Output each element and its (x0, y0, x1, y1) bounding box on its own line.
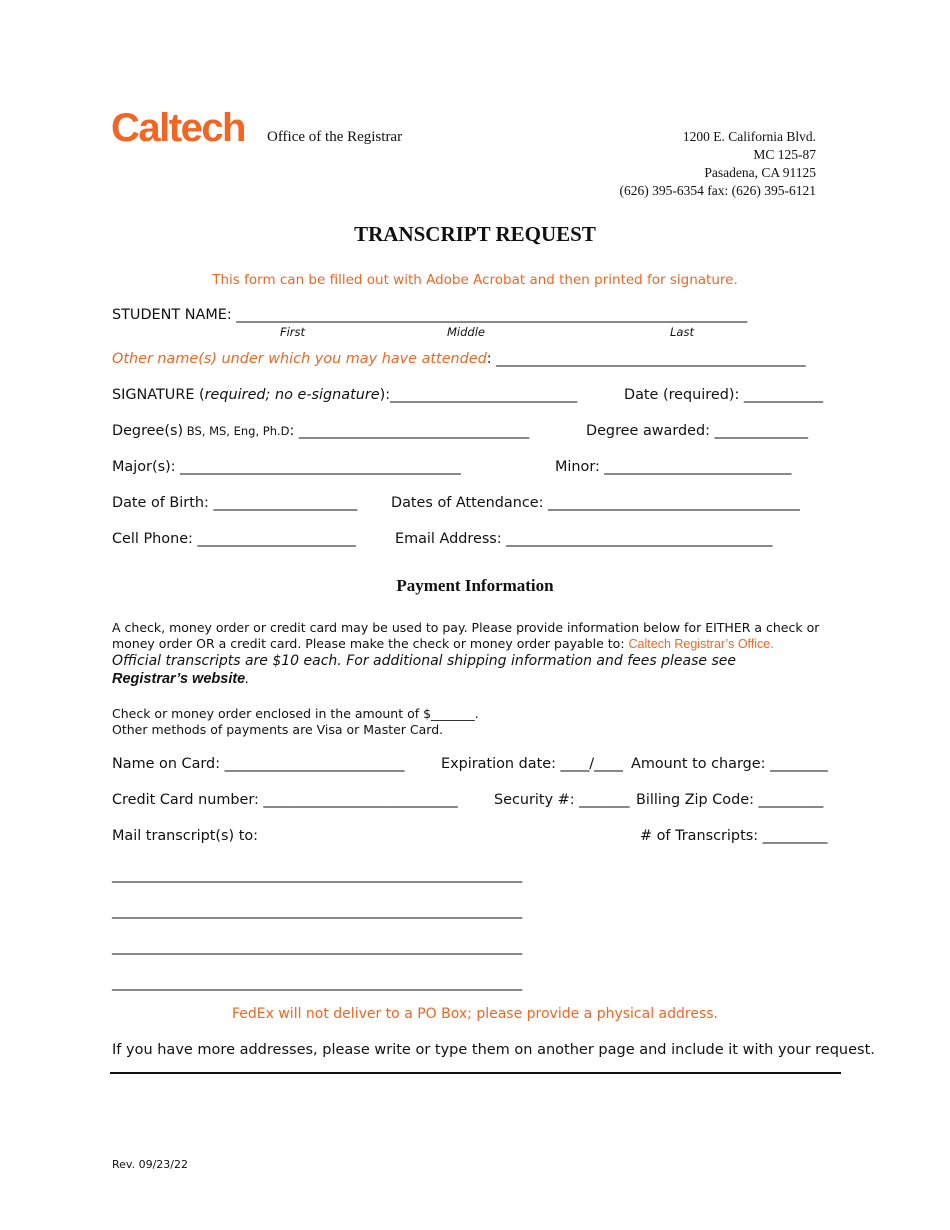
expiration-date-field[interactable]: Expiration date: ____/____ (441, 756, 623, 772)
payment-intro-line2 (112, 636, 774, 651)
name-last-caption: Last (670, 325, 694, 339)
fedex-note: FedEx will not deliver to a PO Box; please provide a physical address. (231, 1006, 718, 1022)
date-field[interactable]: Date (required): ___________ (624, 387, 824, 403)
security-code-field[interactable]: Security #: _______ (494, 792, 630, 808)
degree-examples: BS, MS, Eng, Ph.D (183, 424, 290, 438)
signature-line[interactable]: ):__________________________ (379, 387, 578, 403)
name-on-card-field[interactable]: Name on Card: _________________________ (112, 756, 405, 772)
other-methods-note: Other methods of payments are Visa or Master Card. (112, 722, 444, 737)
credit-card-number-field[interactable]: Credit Card number: ___________________________ (112, 792, 458, 808)
student-name-line[interactable]: _______________________________________________________________________ (236, 307, 748, 323)
address-line-4[interactable]: _________________________________________________________ (112, 975, 523, 991)
name-first-caption: First (280, 325, 306, 339)
other-names-label: Other name(s) under which you may have attended (112, 351, 487, 367)
student-name-label: STUDENT NAME: (112, 307, 232, 323)
registrar-website-note (112, 671, 249, 687)
cell-phone-field[interactable]: Cell Phone: ______________________ (112, 531, 356, 547)
degree-line[interactable]: : ________________________________ (289, 423, 530, 439)
fill-note: This form can be filled out with Adobe Acrobat and then printed for signature. (212, 272, 738, 288)
office-name: Office of the Registrar (267, 129, 403, 145)
payable-text: money order OR a credit card. Please make the check or money order payable to: (112, 636, 629, 651)
divider (110, 1072, 841, 1074)
payment-title: Payment Information (396, 576, 554, 595)
address-line-2[interactable]: _________________________________________________________ (112, 903, 523, 919)
page-title: TRANSCRIPT REQUEST (354, 222, 596, 246)
minor-field[interactable]: Minor: __________________________ (555, 459, 792, 475)
email-field[interactable]: Email Address: _____________________________________ (395, 531, 773, 547)
payee-name: Caltech Registrar’s Office. (628, 637, 774, 651)
degree-label: Degree(s) (112, 423, 184, 439)
address-phone: (626) 395-6354 fax: (626) 395-6121 (619, 183, 816, 198)
signature-field[interactable] (112, 387, 577, 403)
other-names-line[interactable]: : ___________________________________________ (486, 351, 806, 367)
name-middle-caption: Middle (447, 325, 485, 339)
degree-field[interactable] (112, 423, 529, 439)
attendance-field[interactable]: Dates of Attendance: ___________________________________ (391, 495, 800, 511)
address-line-1[interactable]: _________________________________________________________ (112, 867, 523, 883)
student-name-field[interactable] (112, 307, 747, 323)
registrar-website-link[interactable]: Registrar’s website (112, 671, 246, 687)
revision-date: Rev. 09/23/22 (112, 1158, 188, 1171)
signature-label: SIGNATURE ( (112, 387, 205, 403)
degree-awarded-field[interactable]: Degree awarded: _____________ (586, 423, 809, 439)
address-line-3[interactable]: _________________________________________________________ (112, 939, 523, 955)
amount-to-charge-field[interactable]: Amount to charge: ________ (631, 756, 828, 772)
signature-note: required; no e-signature (204, 387, 380, 403)
dob-field[interactable]: Date of Birth: ____________________ (112, 495, 358, 511)
mail-to-label: Mail transcript(s) to: (112, 828, 259, 844)
address-mailcode: MC 125-87 (753, 147, 816, 162)
address-city: Pasadena, CA 91125 (704, 165, 816, 180)
official-transcripts-note: Official transcripts are $10 each. For additional shipping information and fees please see (112, 653, 736, 669)
majors-field[interactable]: Major(s): _______________________________________ (112, 459, 461, 475)
billing-zip-field[interactable]: Billing Zip Code: _________ (636, 792, 824, 808)
payment-intro-line1: A check, money order or credit card may be used to pay. Please provide information below for EITHER a check or (112, 620, 820, 635)
number-of-transcripts-field[interactable]: # of Transcripts: _________ (640, 828, 828, 844)
caltech-logo: Caltech (111, 106, 245, 150)
address-street: 1200 E. California Blvd. (682, 129, 816, 144)
check-amount-field[interactable]: Check or money order enclosed in the amount of $_______. (112, 706, 479, 721)
registrar-period: . (245, 671, 250, 687)
more-addresses-note: If you have more addresses, please write or type them on another page and include it with your request. (112, 1042, 875, 1058)
other-names-field[interactable] (112, 351, 806, 367)
